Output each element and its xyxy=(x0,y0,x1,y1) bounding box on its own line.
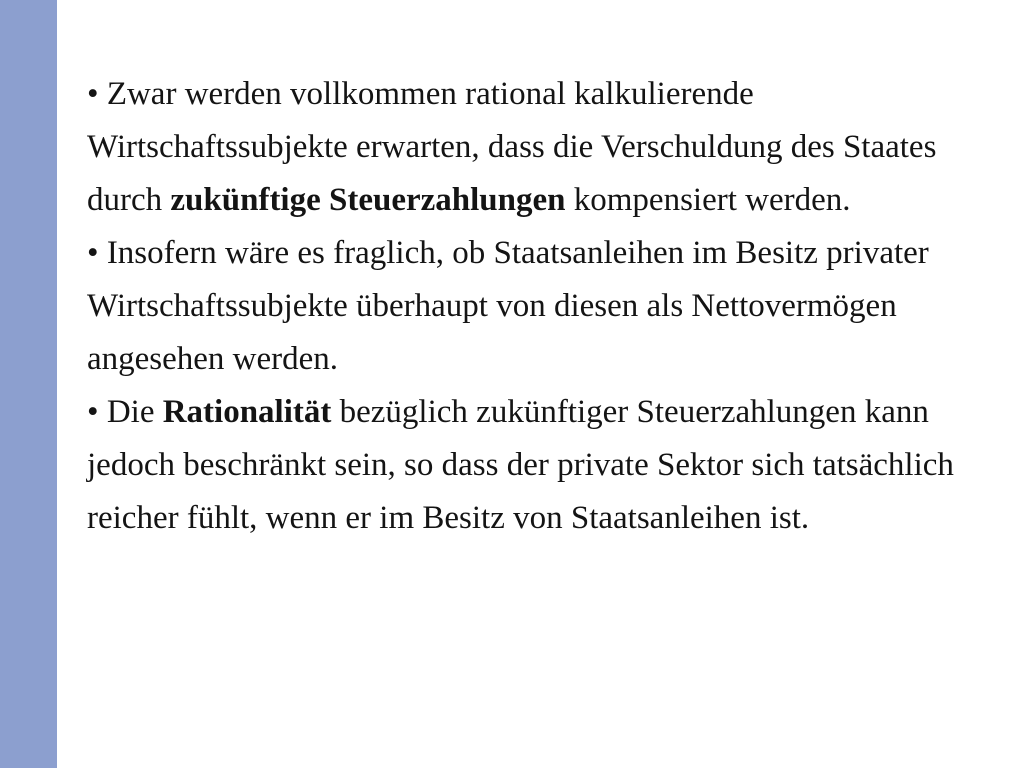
bullet-text: bezüglich zukünftiger Steuerzahlungen kann jedoch beschränkt sein, so dass der private Sektor sich tatsächlich reicher fühlt, wenn er im Besitz von Staatsanleihen ist. xyxy=(87,394,954,536)
bullet-text: kompensiert werden. xyxy=(565,182,851,218)
slide-side-bar xyxy=(0,0,57,768)
bullet-marker: • xyxy=(87,394,99,430)
bullet-marker: • xyxy=(87,76,99,112)
bullet-emphasis: zukünftige Steuerzahlungen xyxy=(170,182,566,218)
bullet-text: Die xyxy=(98,394,163,430)
bullet-text: Zwar werden vollkommen rational kalkulierende Wirtschaftssubjekte erwarten, dass die Verschuldung des Staates durch xyxy=(87,76,937,218)
bullet-text: Insofern wäre es fraglich, ob Staatsanleihen im Besitz privater Wirtschaftssubjekte überhaupt von diesen als Nettovermögen angesehen werden. xyxy=(87,235,929,377)
bullet-point-2 xyxy=(87,227,992,386)
bullet-point-1 xyxy=(87,68,992,227)
slide-body xyxy=(87,68,992,545)
bullet-marker: • xyxy=(87,235,99,271)
bullet-emphasis: Rationalität xyxy=(162,394,332,430)
bullet-point-3 xyxy=(87,386,992,545)
